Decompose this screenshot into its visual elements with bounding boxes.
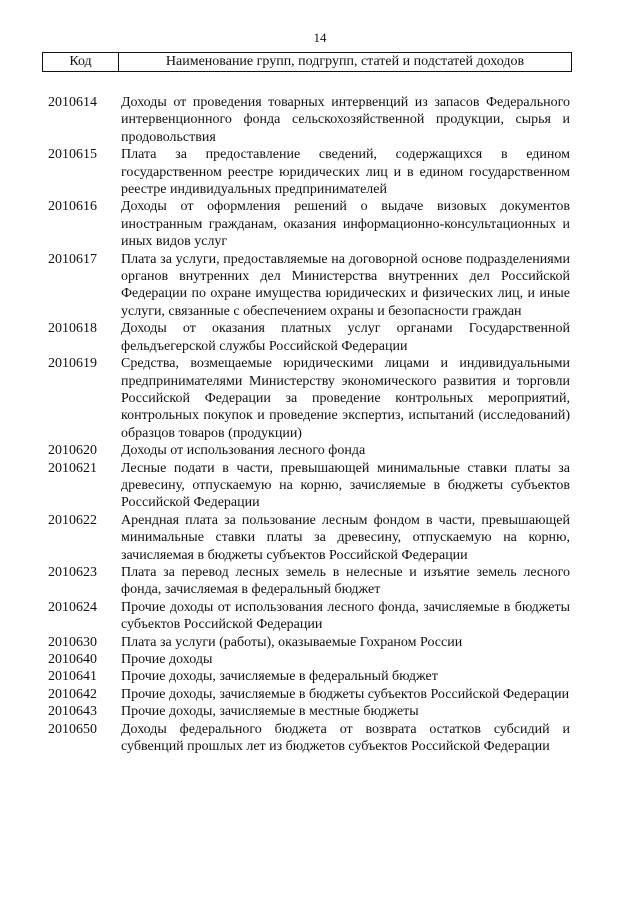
row-code: 2010615 xyxy=(48,147,97,163)
table-header xyxy=(42,52,572,72)
table-row xyxy=(48,355,570,442)
row-description: Арендная плата за пользование лесным фондом в части, превышающей минимальные ставки платы за древесину, отпускаемую на корню, зачисляемая в бюджеты субъектов Российской Федерации xyxy=(121,512,570,563)
row-description: Прочие доходы, зачисляемые в федеральный бюджет xyxy=(121,669,438,685)
row-description: Плата за услуги, предоставляемые на договорной основе подразделениями органов внутренних дел Министерства внутренних дел Российской Федерации по охране имущества юридических и физических лиц, и иные услуги, связанные с обеспечением охраны и безопасности граждан xyxy=(121,251,570,319)
row-description: Прочие доходы, зачисляемые в местные бюджеты xyxy=(121,704,419,720)
row-code: 2010643 xyxy=(48,704,97,720)
row-description: Плата за перевод лесных земель в нелесные и изъятие земель лесного фонда, зачисляемая в федеральный бюджет xyxy=(121,564,570,598)
row-code: 2010617 xyxy=(48,251,97,267)
table-row xyxy=(48,460,570,512)
row-code: 2010642 xyxy=(48,686,97,702)
table-row xyxy=(48,668,570,685)
row-description: Доходы от использования лесного фонда xyxy=(121,443,366,459)
code-column-header: Код xyxy=(43,53,119,71)
row-code: 2010640 xyxy=(48,652,97,667)
row-description: Доходы федерального бюджета от возврата остатков субсидий и субвенций прошлых лет из бюджетов субъектов Российской Федерации xyxy=(121,721,570,755)
row-description: Прочие доходы от использования лесного фонда, зачисляемые в бюджеты субъектов Российской Федерации xyxy=(121,599,570,633)
row-description: Прочие доходы, зачисляемые в бюджеты субъектов Российской Федерации xyxy=(121,686,570,702)
row-code: 2010618 xyxy=(48,321,97,337)
row-code: 2010650 xyxy=(48,721,97,737)
table-row xyxy=(48,686,570,703)
row-code: 2010624 xyxy=(48,599,97,615)
row-code: 2010641 xyxy=(48,669,97,685)
row-description: Доходы от оформления решений о выдаче визовых документов иностранным гражданам, оказания информационно-консультационных и иных видов услуг xyxy=(121,199,570,250)
table-row xyxy=(48,634,570,651)
table-row xyxy=(48,703,570,720)
table-row xyxy=(48,442,570,459)
name-column-header: Наименование групп, подгрупп, статей и подстатей доходов xyxy=(165,54,525,69)
row-description: Доходы от оказания платных услуг органами Государственной фельдъегерской службы Российской Федерации xyxy=(121,321,570,354)
table-row xyxy=(48,251,570,321)
row-code: 2010622 xyxy=(48,512,97,528)
row-description: Прочие доходы xyxy=(121,652,213,667)
row-code: 2010620 xyxy=(48,443,97,459)
row-code: 2010619 xyxy=(48,356,97,372)
row-code: 2010614 xyxy=(48,95,97,110)
table-row xyxy=(48,146,570,198)
row-code: 2010630 xyxy=(48,634,97,650)
row-description: Средства, возмещаемые юридическими лицами и индивидуальными предпринимателями Министерству экономического развития и торговли Российской Федерации за проведение контрольных мероприятий, контрольных покупок и проведение экспертиз, испытаний (исследований) образцов товаров (продукции) xyxy=(121,356,570,441)
table-row xyxy=(48,599,570,634)
table-row xyxy=(48,198,570,250)
row-code: 2010623 xyxy=(48,564,97,580)
row-description: Лесные подати в части, превышающей минимальные ставки платы за древесину, отпускаемую на корню, зачисляемые в бюджеты субъектов Российской Федерации xyxy=(121,460,570,511)
row-description: Плата за предоставление сведений, содержащихся в едином государственном реестре юридических лиц и в едином государственном реестре индивидуальных предпринимателей xyxy=(121,147,570,198)
row-description: Доходы от проведения товарных интервенций из запасов Федерального интервенционного фонда сельскохозяйственной продукции, сырья и продовольствия xyxy=(121,95,570,145)
table-row xyxy=(48,512,570,564)
table-row xyxy=(48,94,570,146)
table-row xyxy=(48,564,570,599)
table-row xyxy=(48,320,570,355)
table-row xyxy=(48,721,570,756)
page-number: 14 xyxy=(313,30,327,45)
row-description: Плата за услуги (работы), оказываемые Гохраном России xyxy=(121,634,463,650)
revenue-code-list xyxy=(48,94,570,755)
table-row xyxy=(48,651,570,668)
row-code: 2010621 xyxy=(48,460,97,476)
row-code: 2010616 xyxy=(48,199,97,215)
